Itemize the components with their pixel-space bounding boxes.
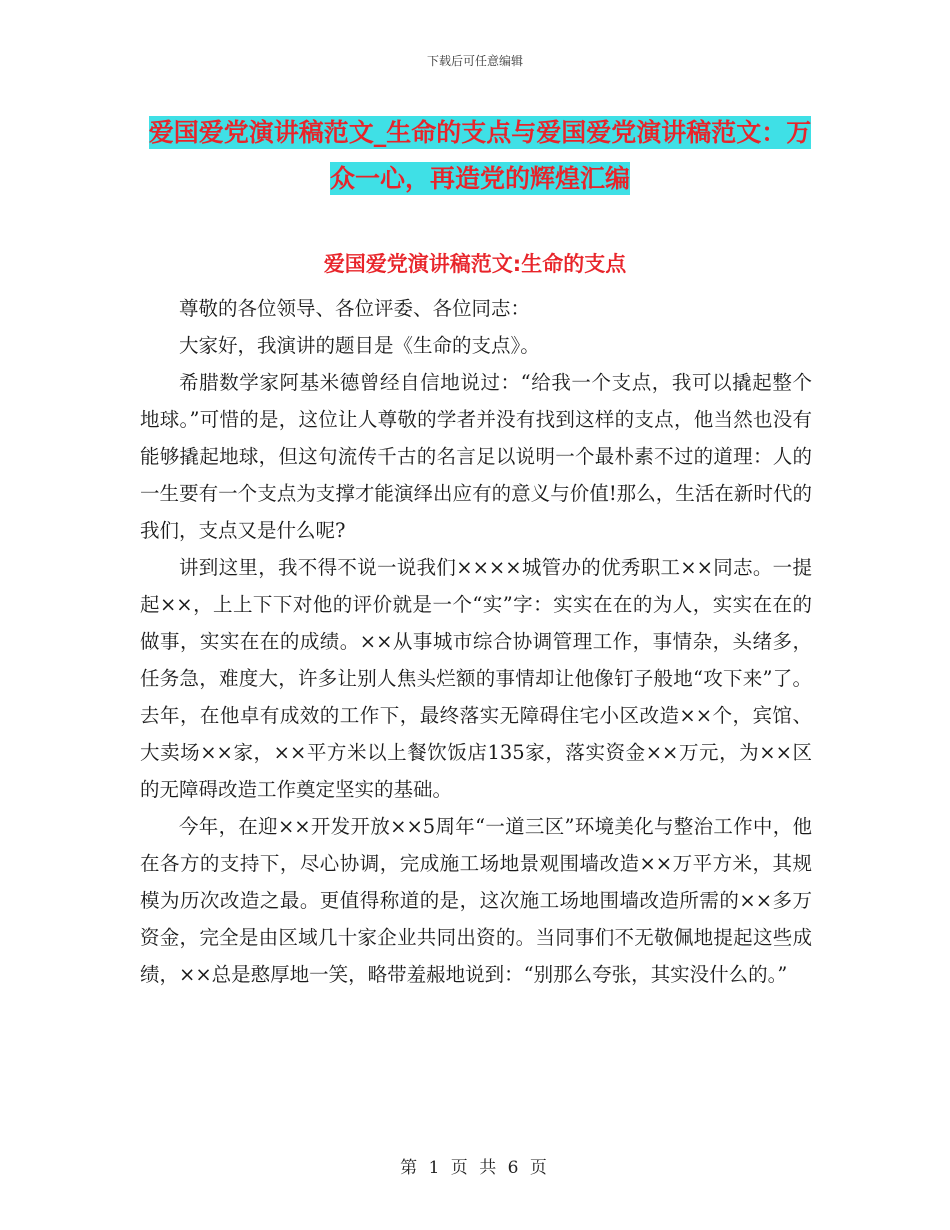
section-title: 爱国爱党演讲稿范文:生命的支点 xyxy=(323,252,627,276)
paragraph-colleague: 讲到这里，我不得不说一说我们××××城管办的优秀职工××同志。一提起××，上上下下对他的评价就是一个“实”字：实实在在的为人，实实在在的做事，实实在在的成绩。××从事城市综合协调管理工作，事情杂，头绪多，任务急，难度大，许多让别人焦头烂额的事情却让他像钉子般地“攻下来”了。去年，在他卓有成效的工作下，最终落实无障碍住宅小区改造××个，宾馆、大卖场××家，××平方米以上餐饮饭店135家，落实资金××万元，为××区的无障碍改造工作奠定坚实的基础。 xyxy=(140,556,812,801)
page-header-note: 下载后可任意编辑 xyxy=(426,54,523,68)
page-number: 第 1 页 共 6 页 xyxy=(400,1158,550,1178)
paragraph-intro: 大家好，我演讲的题目是《生命的支点》。 xyxy=(179,334,540,357)
paragraph-archimedes: 希腊数学家阿基米德曾经自信地说过：“给我一个支点，我可以撬起整个地球。”可惜的是，这位让人尊敬的学者并没有找到这样的支点，他当然也没有能够撬起地球，但这句流传千古的名言足以说明一个最朴素不过的道理：人的一生要有一个支点为支撑才能演绎出应有的意义与价值!那么，生活在新时代的我们，支点又是什么呢? xyxy=(140,371,812,542)
document-title xyxy=(140,110,820,202)
paragraph-greeting: 尊敬的各位领导、各位评委、各位同志： xyxy=(179,297,531,320)
speech-body xyxy=(140,290,812,993)
paragraph-this-year: 今年，在迎××开发开放××5周年“一道三区”环境美化与整治工作中，他在各方的支持下，尽心协调，完成施工场地景观围墙改造××万平方米，其规模为历次改造之最。更值得称道的是，这次施工场地围墙改造所需的××多万资金，完全是由区域几十家企业共同出资的。当同事们不无敬佩地提起这些成绩，××总是憨厚地一笑，略带羞赧地说到：“别那么夸张，其实没什么的。” xyxy=(140,815,812,986)
document-title-text: 爱国爱党演讲稿范文_生命的支点与爱国爱党演讲稿范文：万众一心，再造党的辉煌汇编 xyxy=(148,118,812,193)
